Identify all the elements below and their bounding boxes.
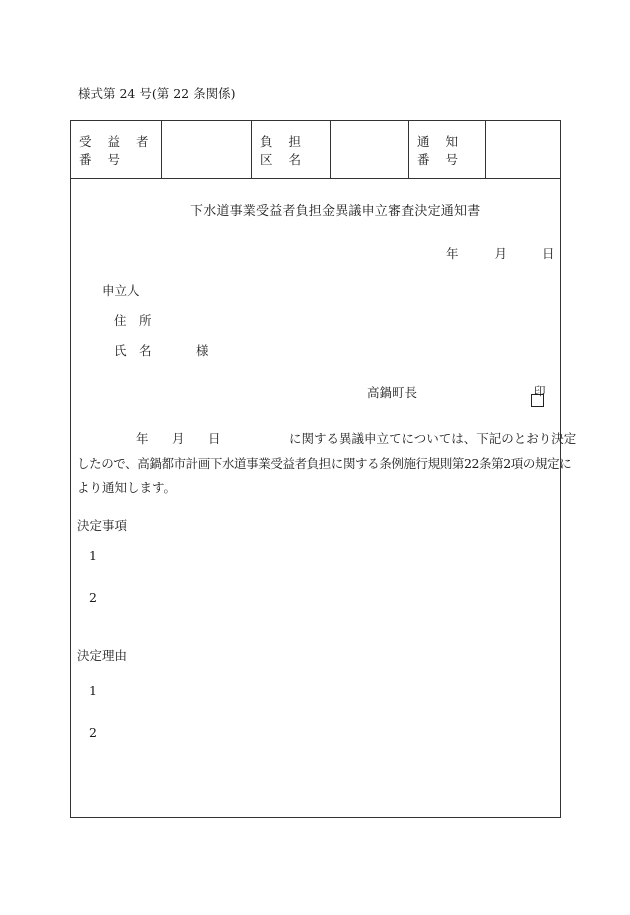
body-line1: に関する異議申立てについては、下記のとおり決定 [289, 431, 577, 446]
recipient-number-label: 受 益 者 番 号 [79, 133, 155, 167]
notice-number-label-cell [409, 121, 486, 178]
form-number: 様式第 24 号(第 22 条関係) [78, 86, 236, 101]
body-date-year: 年 [136, 431, 149, 446]
applicant-label: 申立人 [102, 283, 140, 298]
address-label: 住 所 [114, 313, 152, 328]
issue-date [446, 244, 554, 262]
honorific: 様 [196, 343, 209, 358]
notice-number-value[interactable] [486, 121, 560, 178]
reason-heading: 決定理由 [77, 648, 128, 663]
seal-label: 印 [534, 384, 546, 398]
decision-heading: 決定事項 [77, 518, 128, 533]
decision-item: 2 [89, 590, 97, 605]
issue-date-year: 年 [446, 246, 459, 261]
issuer-title: 高鍋町長 [367, 385, 418, 400]
notice-number-label: 通 知 番 号 [417, 133, 464, 167]
body-line3: より通知します。 [77, 480, 177, 495]
body-line2: したので、高鍋都市計画下水道事業受益者負担に関する条例施行規則第22条第2項の規定に [77, 456, 572, 471]
name-label: 氏 名 [114, 343, 152, 358]
body-date-month: 月 [172, 431, 185, 446]
decision-item: 1 [89, 548, 97, 563]
reason-item: 2 [89, 725, 97, 740]
body-date-day: 日 [208, 431, 221, 446]
recipient-number-value[interactable] [162, 121, 252, 178]
header-row [71, 121, 560, 179]
recipient-number-label-cell [71, 121, 162, 178]
document-title: 下水道事業受益者負担金異議申立審査決定通知書 [190, 204, 481, 219]
form-frame [70, 120, 577, 818]
issue-date-month: 月 [494, 246, 507, 261]
reason-item: 1 [89, 683, 97, 698]
issue-date-day: 日 [541, 246, 555, 261]
seal-box [531, 394, 544, 407]
burden-district-label-cell [252, 121, 331, 178]
burden-district-label: 負 担 区 名 [260, 133, 307, 167]
burden-district-value[interactable] [331, 121, 409, 178]
